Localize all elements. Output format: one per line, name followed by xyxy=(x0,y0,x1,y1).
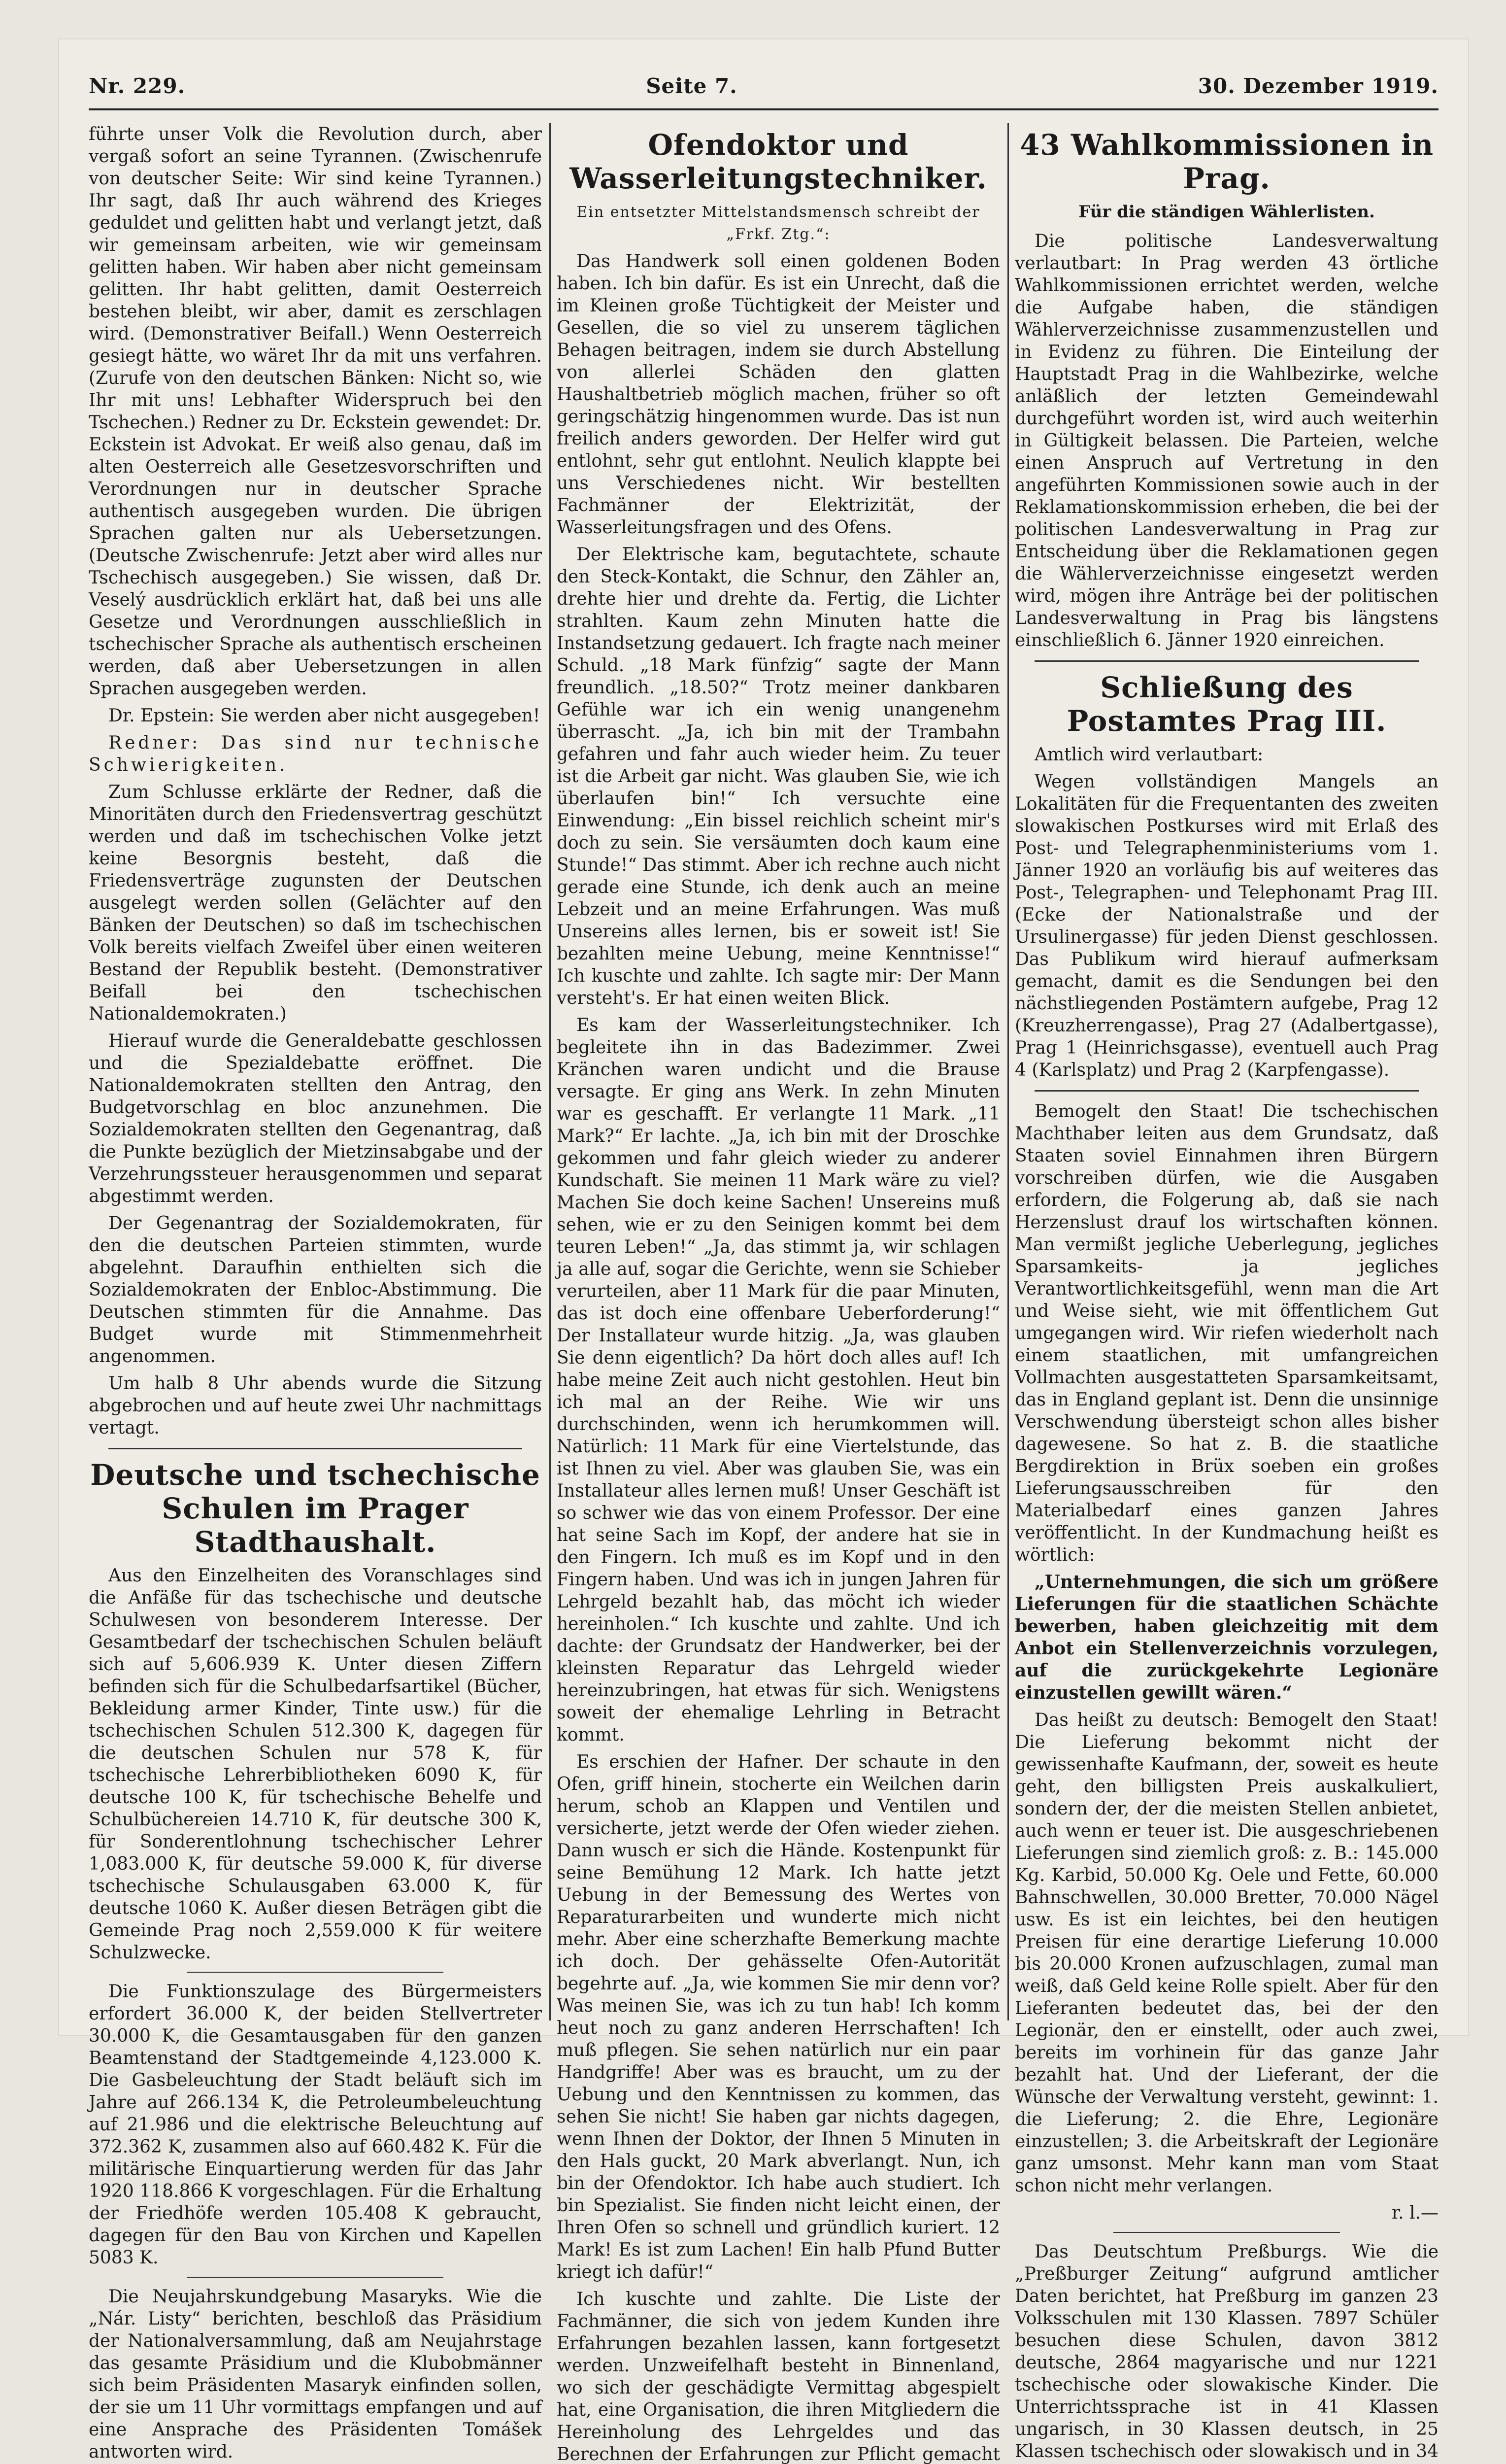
column-left xyxy=(89,123,542,2462)
column-middle xyxy=(557,123,1000,2464)
article-paragraph: Hierauf wurde die Generaldebatte geschlossen und die Spezialdebatte eröffnet. Die Nationaldemokraten stellten den Antrag, den Budgetvorschlag en bloc anzunehmen. Die Sozialdemokraten stellten den Gegenantrag, daß die Punkte bezüglich der Mietzinsabgabe und der Verzehrungssteuer herausgenommen und separat abgestimmt werden. xyxy=(89,1031,542,1206)
header-rule xyxy=(89,108,1439,110)
article-paragraph: Der Elektrische kam, begutachtete, schaute den Steck-Kontakt, die Schnur, den Zähler an, drehte hier und drehte da. Fertig, die Lichter strahlten. Kaum zehn Minuten hatte die Instandsetzung gedauert. Ich fragte nach meiner Schuld. „18 Mark fünfzig“ sagte der Mann freundlich. „18.50?“ Trotz meiner dankbaren Gefühle war ich ein wenig unangenehm überrascht. „Ja, ich bin mit der Trambahn gefahren und fahr auch wieder heim. Zu teuer ist die Arbeit gar nicht. Was glauben Sie, wie ich überlaufen bin!“ Ich versuchte eine Einwendung: „Ein bissel reichlich scheint mir's doch zu sein. Sie versäumten doch kaum eine Stunde!“ Das stimmt. Aber ich rechne auch nicht gerade eine Stunde, ich denk auch an meine Lebzeit und an meine Erfahrungen. Was muß Unsereins alles lernen, bis er soweit ist! Sie bezahlten meine Uebung, meine Kenntnisse!“ Ich kuschte und zahlte. Ich sagte mir: Der Mann versteht's. Er hat einen weiten Blick. xyxy=(557,545,1000,1008)
section-rule xyxy=(187,1972,443,1973)
article-paragraph: „Unternehmungen, die sich um größere Lieferungen für die staatlichen Schächte bewerben, haben gleichzeitig mit dem Anbot ein Stellenverzeichnis vorzulegen, auf die zurückgekehrte Legionäre einzustellen gewillt wären.“ xyxy=(1015,1572,1439,1703)
section-rule xyxy=(187,2277,443,2278)
article-paragraph: Redner: Das sind nur technische Schwierigkeiten. xyxy=(89,733,542,775)
article-paragraph: Die Funktionszulage des Bürgermeisters erfordert 36.000 K, der beiden Stellvertreter 30.000 K, die Gesamtausgaben für den ganzen Beamtenstand der Stadtgemeinde 4,123.000 K. Die Gasbeleuchtung der Stadt beläuft sich im Jahre auf 266.134 K, die Petroleumbeleuchtung auf 21.986 und die elektrische Beleuchtung auf 372.362 K, zusammen also auf 660.482 K. Für die militärische Einquartierung werden für das Jahr 1920 118.866 K vorgeschlagen. Für die Erhaltung der Friedhöfe werden 105.408 K gebraucht, dagegen für den Bau von Kirchen und Kapellen 5083 K. xyxy=(89,1982,542,2268)
issue-date: 30. Dezember 1919. xyxy=(1198,74,1439,98)
headline-wahlkommissionen: 43 Wahlkommissionen in Prag. xyxy=(1019,128,1434,195)
article-paragraph: Amtlich wird verlautbart: xyxy=(1035,745,1264,765)
article-paragraph: Es erschien der Hafner. Der schaute in den Ofen, griff hinein, stocherte ein Weilchen darin herum, schob an Klappen und Ventilen und versicherte, jetzt werde der Ofen wieder ziehen. Dann wusch er sich die Hände. Kostenpunkt für seine Bemühung 12 Mark. Ich hatte jetzt Uebung in der Bemessung des Wertes von Reparaturarbeiten und wunderte mich nicht mehr. Aber eine scherzhafte Bemerkung machte ich doch. Der gehässelte Ofen-Autorität begehrte auf. „Ja, wie kommen Sie mir denn vor? Was meinen Sie, was ich zu tun hab! Ich komm heut noch zu ganz anderen Herrschaften! Ich muß pflegen. Sie sehen natürlich nur ein paar Handgriffe! Aber was es braucht, um zu der Uebung und den Kenntnissen zu kommen, das sehen Sie nicht! Sie haben gar nichts dagegen, wenn Ihnen der Doktor, der Ihnen 5 Minuten in den Hals guckt, 20 Mark abverlangt. Nun, ich bin der Ofendoktor. Ich habe auch studiert. Ich bin Spezialist. Sie finden nicht leicht einen, der Ihren Ofen so schnell und gründlich kuriert. 12 Mark! Es ist zum Lachen! Ein halb Pfund Butter kriegt ich dafür!“ xyxy=(557,1752,1000,2282)
column-divider xyxy=(549,123,551,2020)
headline-postamt: Schließung des Postamtes Prag III. xyxy=(1067,671,1387,738)
article-paragraph: Das Deutschtum Preßburgs. Wie die „Preßburger Zeitung“ aufgrund amtlicher Daten berichtet, hat Preßburg im ganzen 23 Volksschulen mit 130 Klassen. 7897 Schüler besuchen diese Schulen, davon 3812 deutsche, 2864 magyarische und nur 1221 tschechische oder slowakische Kinder. Die Unterrichtssprache ist in 41 Klassen ungarisch, in 30 Klassen deutsch, in 25 Klassen tschechisch oder slowakisch und in 34 xyxy=(1015,2242,1439,2462)
article-paragraph: Um halb 8 Uhr abends wurde die Sitzung abgebrochen und auf heute zwei Uhr nachmittags vertagt. xyxy=(89,1373,542,1438)
section-rule xyxy=(1035,660,1419,662)
article-kicker: Ein entsetzter Mittelstandsmensch schreibt der „Frkf. Ztg.“: xyxy=(576,204,980,243)
section-rule xyxy=(108,1448,522,1449)
headline-schools: Deutsche und tschechische Schulen im Prager Stadthaushalt. xyxy=(90,1458,540,1559)
article-paragraph: Zum Schlusse erklärte der Redner, daß die Minoritäten durch den Friedensvertrag geschützt werden und daß im tschechischen Volke jetzt keine Besorgnis besteht, daß die Friedensverträge zugunsten der Deutschen ausgelegt werden sollen (Gelächter auf den Bänken der Deutschen) so daß im tschechischen Volk bereits vielfach Zweifel über einen weiteren Bestand der Republik besteht. (Demonstrativer Beifall bei den tschechischen Nationaldemokraten.) xyxy=(89,782,542,1024)
article-paragraph: Es kam der Wasserleitungstechniker. Ich begleitete ihn in das Badezimmer. Zwei Kränchen waren undicht und die Brause versagte. Er ging ans Werk. In zehn Minuten war es geschafft. Er verlangte 11 Mark. „11 Mark?“ Er lachte. „Ja, ich bin mit der Droschke gekommen und fahr gleich wieder zu anderer Kundschaft. Sie meinen 11 Mark wäre zu viel? Machen Sie doch keine Sachen! Unsereins muß sehen, wie er zu den Seinigen kommt bei dem teuren Leben!“ „Ja, das stimmt ja, wir schlagen ja alle auf, sogar die Gerichte, wenn sie Schieber verurteilen, aber 11 Mark für die paar Minuten, das ist doch eine offenbare Ueberforderung!“ Der Installateur wurde hitzig. „Ja, was glauben Sie denn eigentlich? Da hört doch alles auf! Ich habe meine Zeit auch nicht gestohlen. Heut bin ich mal an der Reihe. Wie wir uns durchschinden, wenn ich herumkommen will. Natürlich: 11 Mark für eine Viertelstunde, das ist Ihnen zu viel. Aber was glauben Sie, was ein Installateur alles lernen muß! Unser Geschäft ist so schwer wie das von einem Professor. Der eine hat seine Sach im Kopf, der andere hat sie in den Fingern. Ich muß es im Kopf und in den Fingern haben. Und was ich in jungen Jahren für Lehrgeld bezahlt hab, das möcht ich wieder hereinholen.“ Ich kuschte und zahlte. Und ich dachte: der Grundsatz der Handwerker, bei der kleinsten Reparatur das Lehrgeld wieder hereinzubringen, hat etwas für sich. Wenigstens soweit der ehemalige Lehrling in Betracht kommt. xyxy=(557,1015,1000,1745)
column-divider xyxy=(1007,123,1009,2020)
page-header xyxy=(89,74,1439,103)
article-paragraph: Das heißt zu deutsch: Bemogelt den Staat! Die Lieferung bekommt nicht der gewissenhafte Kaufmann, der, soweit es heute geht, den billigsten Preis auskalkuliert, sondern der, der die meisten Stellen anbietet, auch wenn er teuer ist. Die ausgeschriebenen Lieferungen sind ziemlich groß: z. B.: 145.000 Kg. Karbid, 50.000 Kg. Oele und Fette, 60.000 Bahnschwellen, 30.000 Bretter, 70.000 Nägel usw. Es ist ein leichtes, bei den heutigen Preisen für eine derartige Lieferung 10.000 bis 20.000 Kronen aufzuschlagen, zumal man weiß, daß Geld keine Rolle spielt. Aber für den Lieferanten bedeutet das, bei der den Legionär, den er einstellt, oder auch zwei, bereits im vorhinein für das ganze Jahr bezahlt hat. Und der Lieferant, der die Wünsche der Verwaltung versteht, gewinnt: 1. die Lieferung; 2. die Ehre, Legionäre einzustellen; 3. die Arbeitskraft der Legionäre ganz umsonst. Mehr kann man vom Staat schon nicht mehr verlangen. xyxy=(1015,1710,1439,2196)
article-paragraph: Das Handwerk soll einen goldenen Boden haben. Ich bin dafür. Es ist ein Unrecht, daß die im Kleinen große Tüchtigkeit der Meister und Gesellen, die so viel zu unserem täglichen Behagen beitragen, indem sie durch Abstellung von allerlei Schäden den glatten Haushaltbetrieb möglich machen, früher so oft geringschätzig hingenommen wurde. Das ist nun freilich anders geworden. Der Helfer wird gut entlohnt, sehr gut entlohnt. Neulich klappte bei uns Verschiedenes nicht. Wir bestellten Fachmänner der Elektrizität, der Wasserleitungsfragen und des Ofens. xyxy=(557,251,1000,538)
issue-number: Nr. 229. xyxy=(89,74,186,98)
column-right xyxy=(1015,123,1439,2462)
page-number: Seite 7. xyxy=(646,74,737,98)
article-paragraph: Die politische Landesverwaltung verlautbart: In Prag werden 43 örtliche Wahlkommissionen errichtet werden, welche die Aufgabe haben, die ständigen Wählerverzeichnisse zusammenzustellen und in Evidenz zu führen. Die Einteilung der Hauptstadt Prag in die Wahlbezirke, welche anläßlich der letzten Gemeindewahl durchgeführt worden ist, wird auch weiterhin in Gültigkeit belassen. Die Parteien, welche einen Anspruch auf Vertretung in den angeführten Kommissionen sowie auch in der Reklamationskommission erheben, die bei der politischen Landesverwaltung in Prag zur Entscheidung über die Reklamationen gegen die Wählerverzeichnisse eingesetzt werden wird, mögen ihre Anträge bei der politischen Landesverwaltung in Prag bis längstens einschließlich 6. Jänner 1920 einreichen. xyxy=(1015,231,1439,650)
article-paragraph: Aus den Einzelheiten des Voranschlages sind die Anfäße für das tschechische und deutsche Schulwesen von besonderem Interesse. Der Gesamtbedarf der tschechischen Schulen beläuft sich auf 5,606.939 K. Unter diesen Ziffern befinden sich für die Schulbedarfsartikel (Bücher, Bekleidung armer Kinder, Tinte usw.) für die tschechischen Schulen 512.300 K, dagegen für die deutschen Schulen nur 578 K, für tschechische Lehrerbibliotheken 6090 K, für deutsche 100 K, für tschechische Behelfe und Schulbüchereien 14.710 K, für deutsche 300 K, für Sonderentlohnung tschechischer Lehrer 1,083.000 K, für deutsche 59.000 K, für diverse tschechische Schulausgaben 63.000 K, für deutsche 1060 K. Außer diesen Beträgen gibt die Gemeinde Prag noch 2,559.000 K für weitere Schulzwecke. xyxy=(89,1566,542,1963)
section-rule xyxy=(1035,1090,1419,1092)
article-paragraph: Ich kuschte und zahlte. Die Liste der Fachmänner, die sich von jedem Kunden ihre Erfahrungen bezahlen lassen, kann fortgesetzt werden. Unzweifelhaft besteht in Binnenland, wo sich der geschädigte Vermittag abgespielt hat, eine Organisation, die ihren Mitgliedern die Hereinholung des Lehrgeldes und das Berechnen der Erfahrungen zur Pflicht gemacht xyxy=(557,2289,1000,2464)
headline-ofendoktor: Ofendoktor und Wasserleitungstechniker. xyxy=(569,128,987,195)
article-paragraph: Wegen vollständigen Mangels an Lokalitäten für die Frequentanten des zweiten slowakischen Postkurses wird mit Erlaß des Post- und Telegraphenministeriums vom 1. Jänner 1920 an vorläufig bis auf weiteres das Post-, Telegraphen- und Telephonamt Prag III. (Ecke der Nationalstraße und der Ursulinergasse) für jeden Dienst geschlossen. Das Publikum wird hierauf aufmerksam gemacht, damit es die Sendungen bei den nächstliegenden Postämtern aufgebe, Prag 12 (Kreuzherrengasse), Prag 27 (Adalbertgasse), Prag 1 (Heinrichsgasse), eventuell auch Prag 4 (Karlsplatz) und Prag 2 (Karpfengasse). xyxy=(1015,772,1439,1080)
article-paragraph: Bemogelt den Staat! Die tschechischen Machthaber leiten aus dem Grundsatz, daß Staaten soviel Einnahmen ihren Bürgern vorschreiben dürfen, wie die Ausgaben erfordern, die Folgerung ab, daß sie nach Herzenslust drauf los wirtschaften können. Man vermißt jegliche Ueberlegung, jegliches Sparsamkeits- ja jegliches Verantwortlichkeitsgefühl, wenn man die Art und Weise sieht, wie mit öffentlichem Gut umgegangen wird. Wir riefen wiederholt nach einem staatlichen, mit umfangreichen Vollmachten ausgestatteten Sparsamkeitsamt, das in England geplant ist. Denn die unsinnige Verschwendung übersteigt schon alles bisher dagewesene. So hat z. B. die staatliche Bergdirektion in Brüx soeben ein großes Lieferungsausschreiben für den Materialbedarf eines ganzen Jahres veröffentlicht. In der Kundmachung heißt es wörtlich: xyxy=(1015,1101,1439,1565)
article-paragraph: Die Neujahrskundgebung Masaryks. Wie die „Nár. Listy“ berichten, beschloß das Präsidium der Nationalversammlung, daß am Neujahrstage das gesamte Präsidium und die Klubobmänner sich beim Präsidenten Masaryk einfinden sollen, der sie um 11 Uhr vormittags empfangen und auf eine Ansprache des Präsidenten Tomášek antworten wird. xyxy=(89,2287,542,2462)
article-paragraph: Der Gegenantrag der Sozialdemokraten, für den die deutschen Parteien stimmten, wurde abgelehnt. Daraufhin enthielten sich die Sozialdemokraten der Enbloc-Abstimmung. Die Deutschen stimmten für die Annahme. Das Budget wurde mit Stimmenmehrheit angenommen. xyxy=(89,1213,542,1367)
article-subline: Für die ständigen Wählerlisten. xyxy=(1078,202,1375,222)
section-rule xyxy=(1113,2232,1340,2233)
newspaper-page xyxy=(59,39,1468,2464)
article-paragraph: führte unser Volk die Revolution durch, aber vergaß sofort an seine Tyrannen. (Zwischenrufe von deutscher Seite: Wir sind keine Tyrannen.) Ihr sagt, daß Ihr auch während des Krieges geduldet und gelitten habt und verlangt jetzt, daß wir gemeinsam arbeiten, wie wir gemeinsam gelitten haben. Wir haben aber nicht gemeinsam gelitten. Ihr habt gelitten, damit Oesterreich bestehen bleibt, wir aber, damit es zerschlagen wird. (Demonstrativer Beifall.) Wenn Oesterreich gesiegt hätte, wo wäret Ihr da mit uns verfahren. (Zurufe von den deutschen Bänken: Nicht so, wie Ihr mit uns! Lebhafter Widerspruch bei den Tschechen.) Redner zu Dr. Eckstein gewendet: Dr. Eckstein ist Advokat. Er weiß also genau, daß im alten Oesterreich alle Gesetzesvorschriften und Verordnungen nur in deutscher Sprache authentisch ausgegeben wurden. Die übrigen Sprachen galten nur als Uebersetzungen. (Deutsche Zwischenrufe: Jetzt aber wird alles nur Tschechisch ausgegeben.) Sie wissen, daß Dr. Veselý ausdrücklich erklärt hat, daß bei uns alle Gesetze und Verordnungen ausschließlich in tschechischer Sprache als authentisch erscheinen werden, daß aber Uebersetzungen in allen Sprachen ausgegeben werden. xyxy=(89,124,542,699)
author-signature: r. l.— xyxy=(1391,2203,1439,2223)
article-paragraph: Dr. Epstein: Sie werden aber nicht ausgegeben! xyxy=(108,706,540,726)
